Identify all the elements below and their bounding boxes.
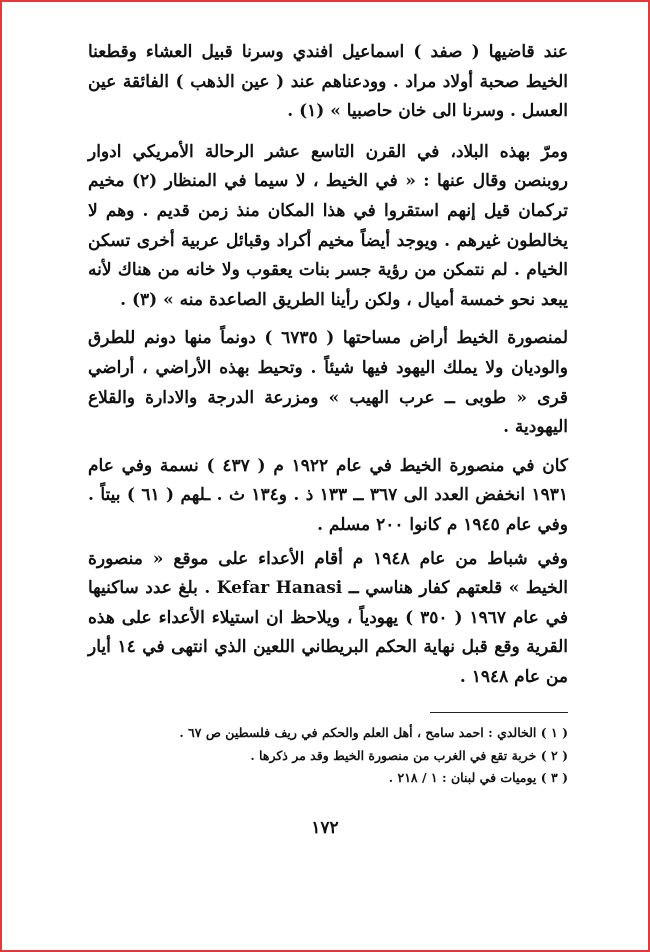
footnote: ( ٣ ) يوميات في لبنان : ١ / ٢١٨ .	[388, 770, 568, 785]
footnote: ( ١ ) الخالدي : احمد سامح ، أهل العلم والحكم في ريف فلسطين ص ٦٧ .	[179, 725, 568, 740]
paragraph: عند قاضيها ( صفد ) اسماعيل افندي وسرنا قبيل العشاء وقطعنا الخيط صحبة أولاد مراد . وودعناهم عند ( عين الذهب ) الفائقة عين العسل . وسرنا الى خان حاصبيا » (١) .	[88, 42, 568, 122]
body-text	[88, 38, 568, 692]
paragraph: لمنصورة الخيط أراض مساحتها ( ٦٧٣٥ ) دونماً منها دونم للطرق والوديان ولا يملك اليهود فيها شيئاً . وتحيط بهذه الأراضي ، أراضي قرى « طوبى ــ عرب الهيب » ومزرعة الدرجة والادارة والقلاع اليهودية .	[88, 328, 568, 438]
footnotes	[150, 722, 568, 790]
footnote-divider	[430, 712, 568, 713]
paragraph: كان في منصورة الخيط في عام ١٩٢٢ م ( ٤٣٧ ) نسمة وفي عام ١٩٣١ انخفض العدد الى ٣٦٧ ــ ١٣٣ ذ . و١٣٤ ث . ـلهم ( ٦١ ) بيتاً . وفي عام ١٩٤٥ م كانوا ٢٠٠ مسلم .	[88, 455, 568, 535]
page-number: ١٧٢	[311, 818, 339, 838]
footnote: ( ٢ ) خربة تقع في الغرب من منصورة الخيط وقد مر ذكرها .	[250, 747, 568, 763]
paragraph: ومرّ بهذه البلاد، في القرن التاسع عشر الرحالة الأمريكي ادوار روبنصن وقال عنها : « في الخيط ، لا سيما في المنظار (٢) مخيم تركمان قيل إنهم استقروا في هذا المكان منذ زمن قديم . وهم لا يخالطون غيرهم . ويوجد أيضاً مخيم أكراد وقبائل عربية أخرى تسكن الخيام . لم نتمكن من رؤية جسر بنات يعقوب ولا خانه من هناك لأنه يبعد نحو خمسة أميال ، ولكن رأينا الطريق الصاعدة منه » (٣) .	[88, 141, 568, 310]
paragraph: وفي شباط من عام ١٩٤٨ م أقام الأعداء على موقع « منصورة الخيط » قلعتهم كفار هناسي ــ Kefar Hanasi . بلغ عدد ساكنيها في عام ١٩٦٧ ( ٣٥٠ ) يهودياً ، ويلاحظ ان استيلاء الأعداء على هذه القرية وقع قبل نهاية الحكم البريطاني اللعين الذي انتهى في ١٤ أيار من عام ١٩٤٨ .	[88, 548, 568, 687]
